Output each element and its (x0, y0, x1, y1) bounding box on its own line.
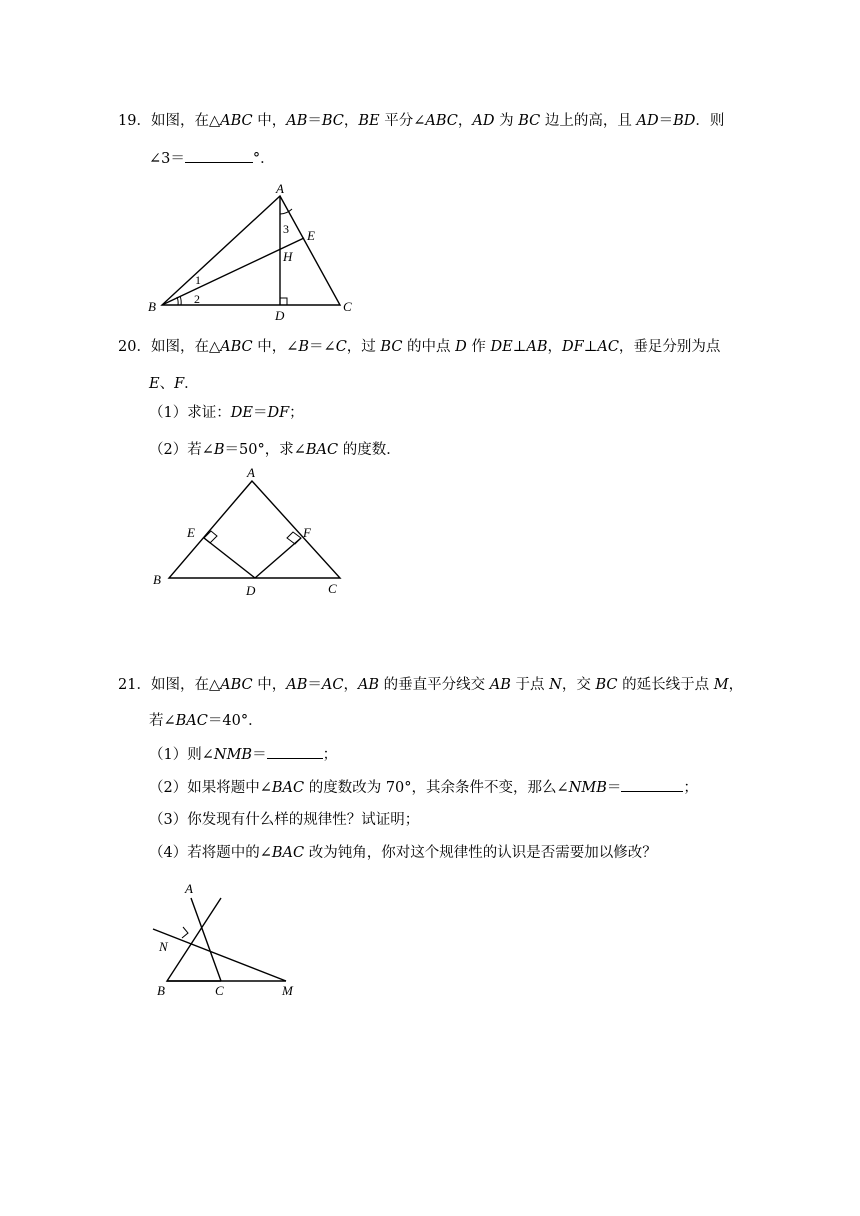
q19-stem-line1: 19．如图，在△ABC 中，AB＝BC，BE 平分∠ABC，AD 为 BC 边上的高，且 AD＝BD．则 (118, 113, 725, 129)
q20-part2: （2）若∠B＝50°，求∠BAC 的度数． (149, 442, 401, 458)
q20-label-f: F (303, 525, 311, 540)
q21-part1-answer-blank[interactable] (267, 744, 323, 759)
q19-label-d: D (275, 308, 285, 323)
q19-label-b: B (148, 299, 156, 314)
q21-part3: （3）你发现有什么样的规律性？试证明； (149, 812, 420, 828)
q21-label-n: N (159, 939, 168, 954)
q21-right-angle-n (182, 927, 188, 938)
q19-label-1: 1 (195, 273, 201, 287)
q20-label-b: B (153, 572, 161, 587)
q21-triangle-abc (167, 898, 221, 981)
q19-answer-blank[interactable] (185, 148, 253, 163)
q21-number: 21． (118, 677, 151, 693)
q19-label-3: 3 (283, 222, 289, 236)
q20-part1: （1）求证：DE＝DF； (149, 405, 304, 421)
q20-right-angle-f (287, 532, 301, 544)
q21-label-b: B (157, 983, 165, 998)
q21-stem-line2: 若∠BAC＝40°． (149, 713, 263, 729)
q21-part2: （2）如果将题中∠BAC 的度数改为 70°，其余条件不变，那么∠NMB＝ ； (149, 777, 698, 798)
q19-stem-line2: ∠3＝ °． (149, 148, 275, 169)
q21-stem-line1: 21．如图，在△ABC 中，AB＝AC，AB 的垂直平分线交 AB 于点 N，交 BC 的延长线于点 M， (118, 677, 744, 693)
q21-perpendicular-bisector (153, 929, 286, 981)
q19-label-a: A (276, 181, 284, 196)
q19-number: 19． (118, 113, 151, 129)
q19-triangle-abc (162, 196, 340, 305)
q21-part1: （1）则∠NMB＝ ； (149, 744, 337, 765)
q19-angle-arc-1 (180, 296, 181, 305)
q19-label-h: H (283, 249, 293, 264)
q20-segment-df (255, 538, 301, 578)
q20-label-a: A (247, 465, 255, 480)
q21-figure (145, 875, 325, 1005)
q21-side-ac (191, 898, 221, 981)
q21-part4: （4）若将题中的∠BAC 改为钝角，你对这个规律性的认识是否需要加以修改？ (149, 845, 657, 861)
q21-part2-answer-blank[interactable] (621, 777, 683, 792)
q19-label-e: E (307, 228, 315, 243)
q20-number: 20． (118, 339, 151, 355)
q21-label-m: M (282, 983, 293, 998)
q19-figure (140, 178, 370, 328)
q21-label-c: C (215, 983, 224, 998)
q21-label-a: A (185, 881, 193, 896)
q19-label-c: C (343, 299, 352, 314)
q19-right-angle-mark (280, 298, 287, 305)
q20-label-e: E (187, 525, 195, 540)
q20-label-c: C (328, 581, 337, 596)
q20-stem-line2: E、F． (149, 376, 199, 392)
q20-segment-de (204, 538, 255, 578)
q20-label-d: D (246, 583, 256, 598)
q19-label-2: 2 (194, 292, 200, 306)
q20-stem-line1: 20．如图，在△ABC 中，∠B＝∠C，过 BC 的中点 D 作 DE⊥AB，DF⊥AC，垂足分别为点 (118, 339, 721, 355)
q20-right-angle-e (204, 531, 217, 543)
q20-figure (145, 462, 365, 602)
